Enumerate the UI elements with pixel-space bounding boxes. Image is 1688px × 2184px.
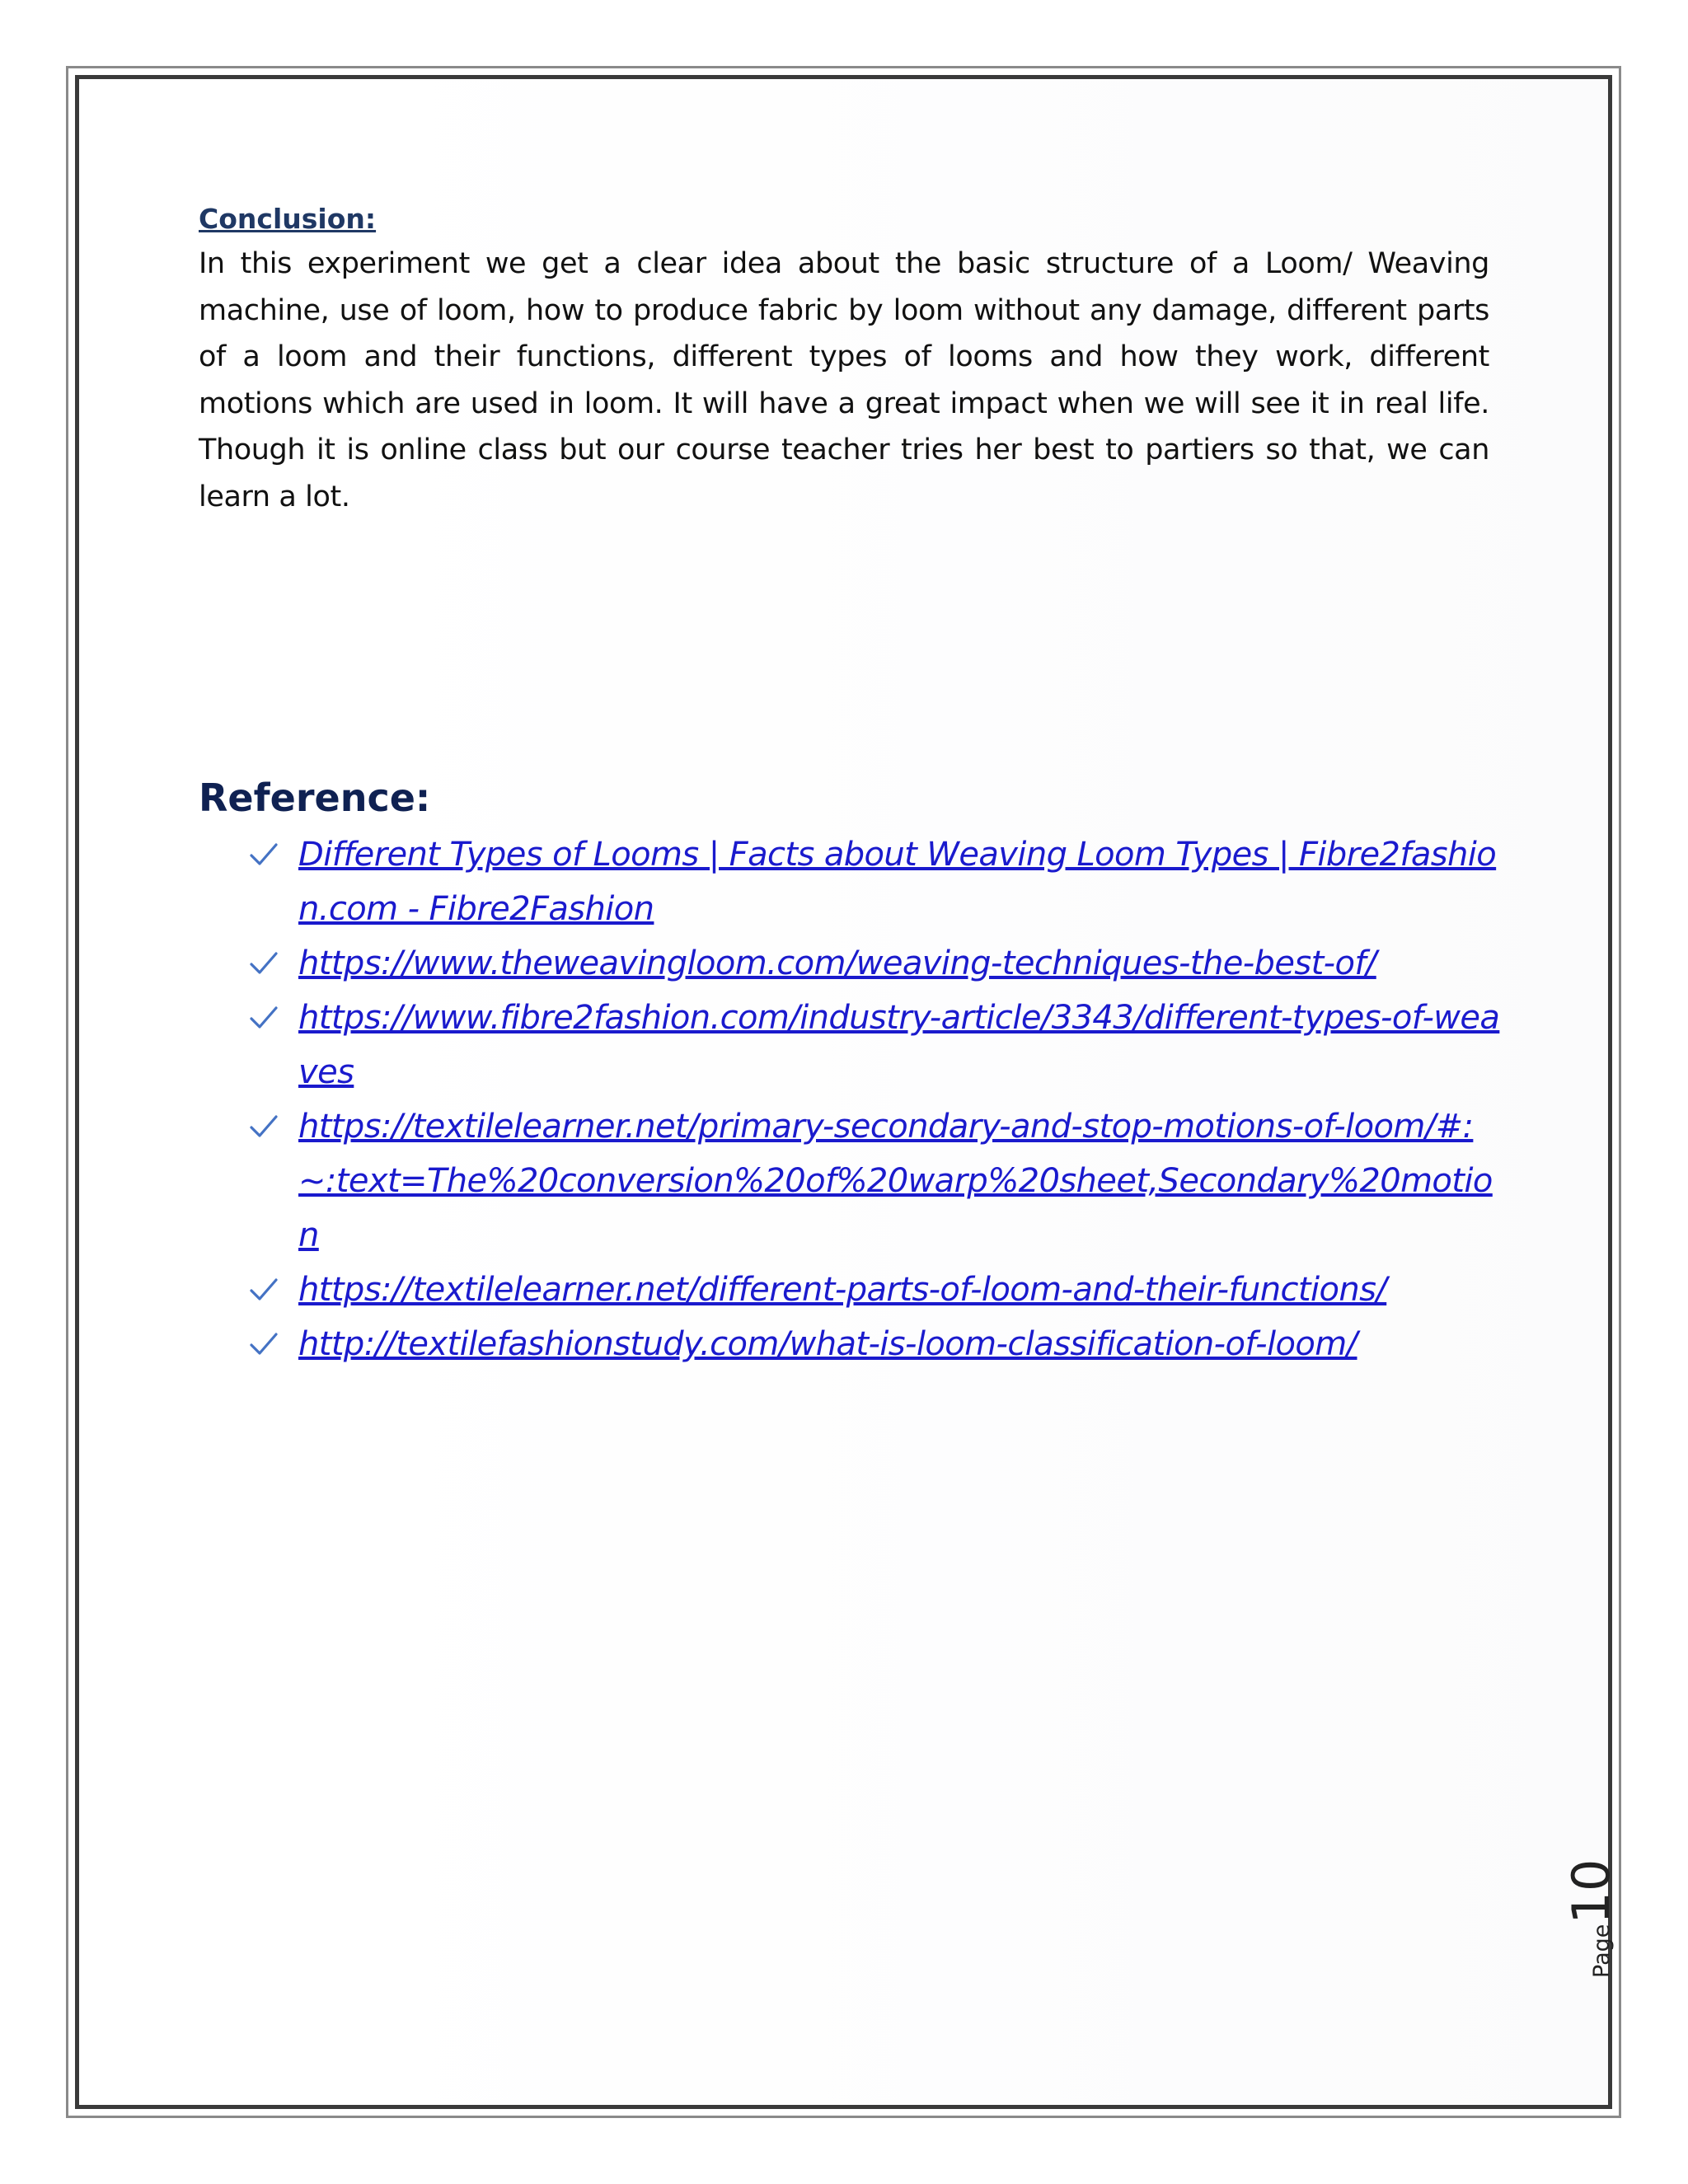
page-number: [1556, 1854, 1621, 1978]
reference-item: [247, 1317, 1500, 1371]
conclusion-heading: Conclusion:: [199, 203, 377, 235]
reference-item: [247, 1263, 1500, 1317]
reference-link[interactable]: Different Types of Looms | Facts about Weaving Loom Types | Fibre2fashion.com - Fibre2Fashion: [298, 836, 1497, 928]
reference-link[interactable]: https://www.fibre2fashion.com/industry-article/3343/different-types-of-weaves: [298, 999, 1500, 1091]
checkmark-icon: [247, 1317, 280, 1371]
reference-link[interactable]: https://textilelearner.net/different-parts-of-loom-and-their-functions/: [298, 1271, 1387, 1309]
conclusion-paragraph: In this experiment we get a clear idea about the basic structure of a Loom/ Weaving machine, use of loom, how to produce fabric by loom without any damage, different parts of a loom and their functions, different types of looms and how they work, different motions which are used in loom. It will have a great impact when we will see it in real life. Though it is online class but our course teacher tries her best to partiers so that, we can learn a lot.: [199, 247, 1489, 513]
checkmark-icon: [247, 936, 280, 991]
reference-item: [247, 1099, 1500, 1263]
page-label: Page: [1589, 1924, 1615, 1978]
reference-item: [247, 827, 1500, 936]
reference-list: [247, 827, 1500, 1371]
reference-link[interactable]: http://textilefashionstudy.com/what-is-loom-classification-of-loom/: [298, 1325, 1357, 1363]
page-number-value: 10: [1561, 1858, 1621, 1924]
checkmark-icon: [247, 991, 280, 1045]
conclusion-section: [199, 198, 1489, 520]
reference-heading: Reference:: [199, 776, 431, 820]
reference-item: [247, 991, 1500, 1099]
checkmark-icon: [247, 827, 280, 882]
reference-link[interactable]: https://textilelearner.net/primary-secondary-and-stop-motions-of-loom/#:~:text=The%20conversion%20of%20warp%20sheet,Secondary%20motion: [298, 1108, 1493, 1254]
checkmark-icon: [247, 1263, 280, 1317]
reference-link[interactable]: https://www.theweavingloom.com/weaving-techniques-the-best-of/: [298, 944, 1376, 982]
checkmark-icon: [247, 1099, 280, 1154]
reference-item: [247, 936, 1500, 991]
page-number-rotated: [1561, 1858, 1621, 1978]
